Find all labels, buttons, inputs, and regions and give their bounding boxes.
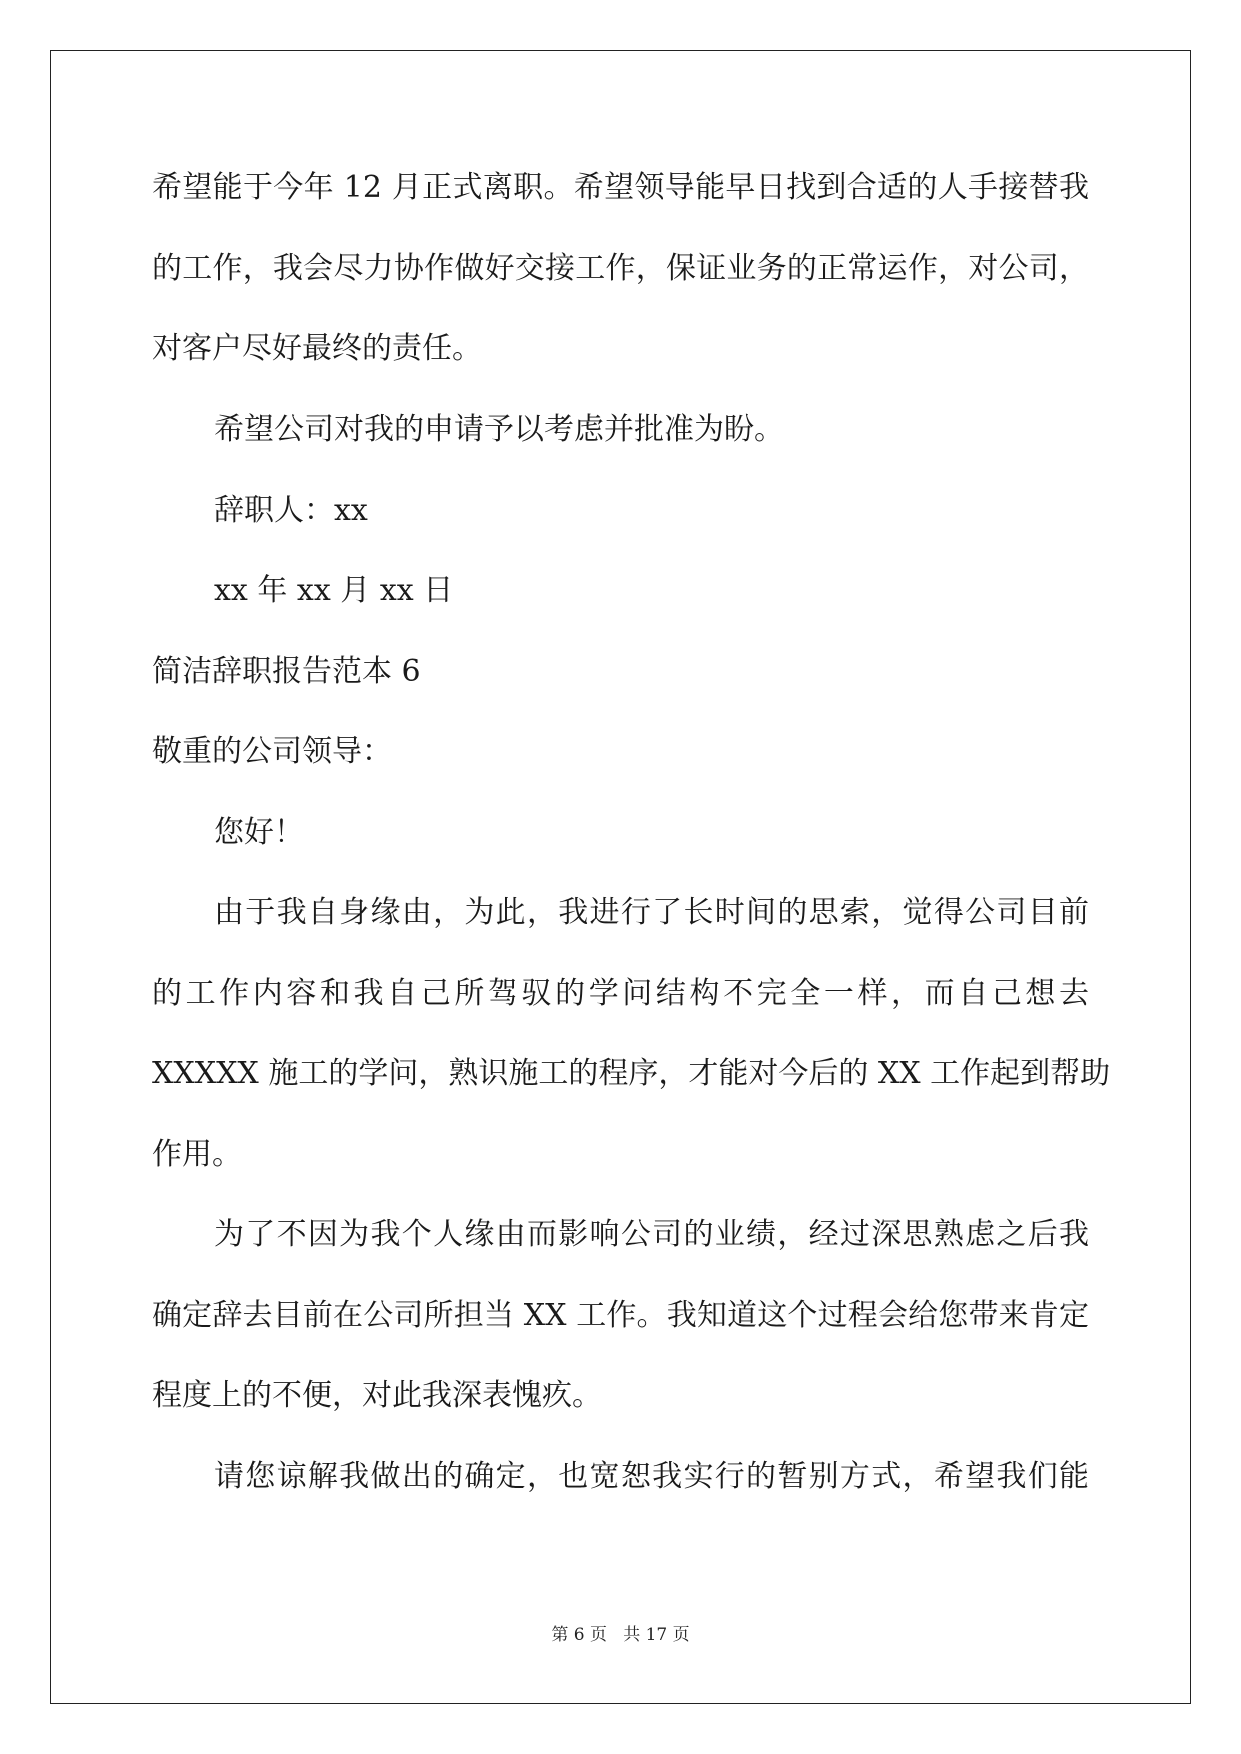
text-line-paragraph-1b: 的工作，我会尽力协作做好交接工作，保证业务的正常运作，对公司， [152,251,1089,286]
text-line-signer: 辞职人：xx [214,493,368,528]
text-line-paragraph-2b: 的工作内容和我自己所驾驭的学问结构不完全一样，而自己想去 [152,976,1089,1011]
text-line-paragraph-4a: 请您谅解我做出的确定，也宽恕我实行的暂别方式，希望我们能 [214,1459,1089,1494]
text-line-paragraph-2c: XXXXX 施工的学问，熟识施工的程序，才能对今后的 XX 工作起到帮助 [152,1056,1111,1091]
text-line-date: xx 年 xx 月 xx 日 [214,573,454,608]
greeting: 您好！ [214,815,304,850]
text-line-paragraph-2a: 由于我自身缘由，为此，我进行了长时间的思索，觉得公司目前 [214,895,1089,930]
text-line-paragraph-3c: 程度上的不便，对此我深表愧疚。 [152,1378,602,1413]
page-number-footer: 第 6 页 共 17 页 [551,1625,690,1645]
text-line-paragraph-1c: 对客户尽好最终的责任。 [152,331,482,366]
text-line-paragraph-1a: 希望能于今年 12 月正式离职。希望领导能早日找到合适的人手接替我 [152,170,1089,205]
page-border [50,50,1191,1704]
text-line-paragraph-2d: 作用。 [152,1137,242,1172]
text-line-paragraph-3b: 确定辞去目前在公司所担当 XX 工作。我知道这个过程会给您带来肯定 [152,1298,1089,1333]
text-line-paragraph-3a: 为了不因为我个人缘由而影响公司的业绩，经过深思熟虑之后我 [214,1217,1089,1252]
section-title: 简洁辞职报告范本 6 [152,654,421,689]
salutation: 敬重的公司领导： [152,734,392,769]
text-line-request: 希望公司对我的申请予以考虑并批准为盼。 [214,412,784,447]
